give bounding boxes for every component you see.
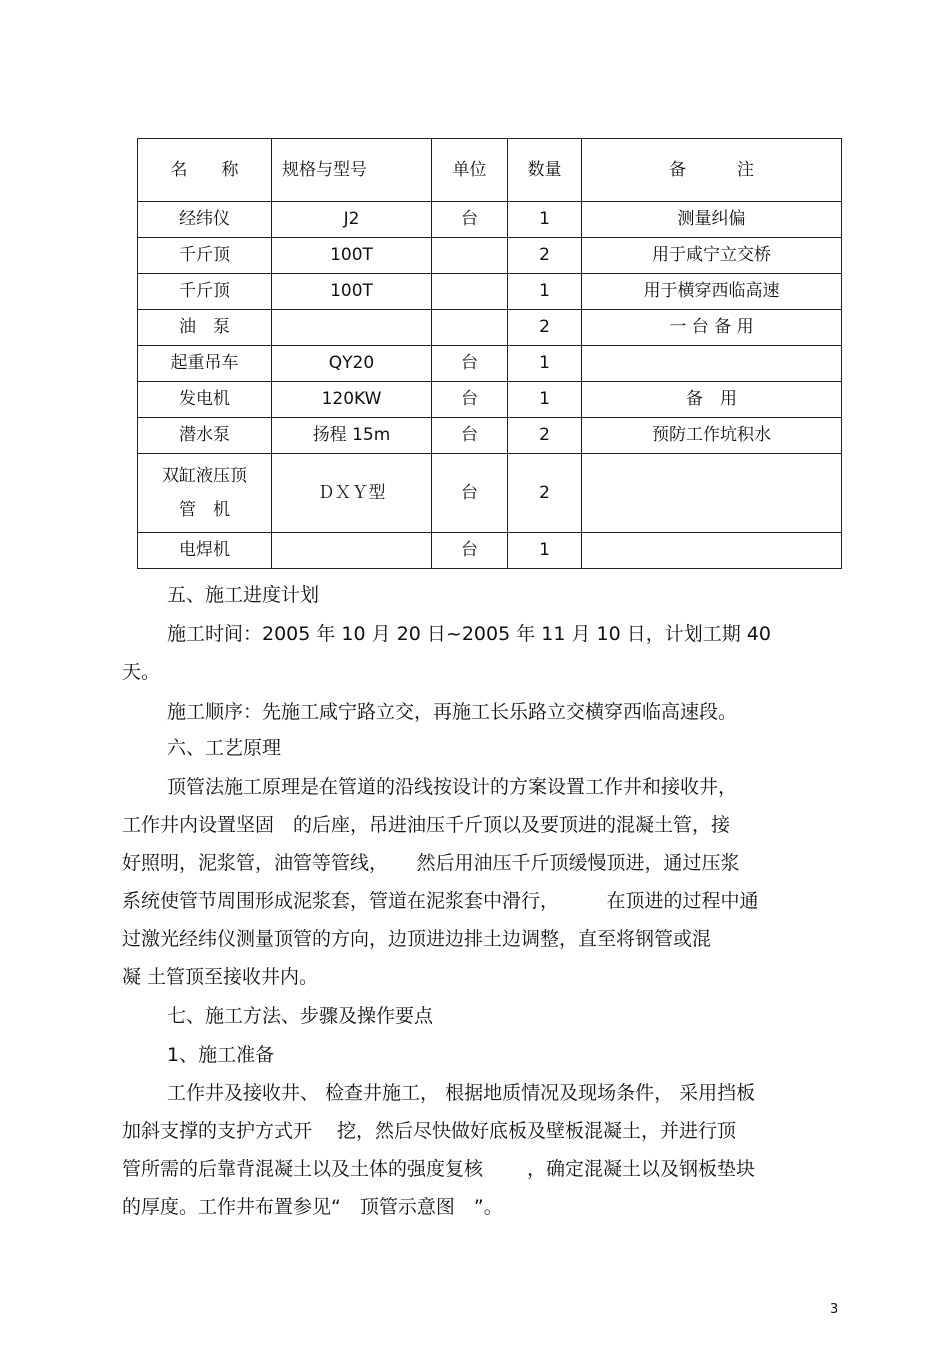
cell-name: 起重吊车: [138, 346, 272, 382]
table-row: [138, 238, 842, 274]
section-7-heading: 七、施工方法、步骤及操作要点: [167, 1005, 434, 1027]
cell-name-line1: 双缸液压顶: [162, 466, 247, 486]
section-6-heading: 六、工艺原理: [167, 737, 282, 759]
section-5-heading: 五、施工进度计划: [167, 584, 320, 606]
paragraph-line: 天。: [122, 661, 161, 683]
paragraph-line: 工作井及接收井、 检查井施工， 根据地质情况及现场条件， 采用挡板: [167, 1082, 756, 1104]
cell-remark: 一 台 备 用: [582, 310, 842, 346]
cell-spec: 100T: [272, 274, 432, 310]
table-row: [138, 533, 842, 569]
table-row: [138, 202, 842, 238]
paragraph-line: 施工顺序：先施工咸宁路立交，再施工长乐路立交横穿西临高速段。: [167, 701, 738, 723]
cell-qty: 1: [508, 533, 582, 569]
cell-qty: 1: [508, 382, 582, 418]
table-row: [138, 346, 842, 382]
subsection-heading: 1、施工准备: [167, 1044, 275, 1066]
paragraph-line: 凝 土管顶至接收井内。: [122, 966, 319, 988]
cell-remark: 用于横穿西临高速: [582, 274, 842, 310]
cell-spec: 扬程 15m: [272, 418, 432, 454]
paragraph-line: 好照明，泥浆管，油管等管线， 然后用油压千斤顶缓慢顶进，通过压浆: [122, 852, 740, 874]
paragraph-line: 管所需的后靠背混凝土以及土体的强度复核 ，确定混凝土以及钢板垫块: [122, 1158, 756, 1180]
cell-name: 经纬仪: [138, 202, 272, 238]
page-number: 3: [830, 1302, 839, 1317]
header-name: 名 称: [138, 139, 272, 202]
table-row: [138, 310, 842, 346]
cell-remark: 预防工作坑积水: [582, 418, 842, 454]
cell-unit: [432, 310, 508, 346]
cell-unit: 台: [432, 202, 508, 238]
cell-unit: 台: [432, 454, 508, 533]
cell-spec: ＤＸＹ型: [272, 454, 432, 533]
cell-unit: 台: [432, 533, 508, 569]
paragraph-line: 的厚度。工作井布置参见“ 顶管示意图 ”。: [122, 1196, 503, 1218]
table-row: [138, 418, 842, 454]
cell-unit: 台: [432, 382, 508, 418]
cell-remark: 测量纠偏: [582, 202, 842, 238]
cell-spec: [272, 533, 432, 569]
cell-spec: [272, 310, 432, 346]
cell-unit: [432, 274, 508, 310]
header-qty: 数量: [508, 139, 582, 202]
cell-remark: 用于咸宁立交桥: [582, 238, 842, 274]
equipment-table: [137, 138, 842, 569]
cell-name: [138, 454, 272, 533]
table-row: [138, 454, 842, 533]
cell-name: 发电机: [138, 382, 272, 418]
paragraph-line: 施工时间：2005 年 10 月 20 日~2005 年 11 月 10 日，计划工期 40: [167, 623, 771, 645]
cell-qty: 1: [508, 202, 582, 238]
cell-name-line2: 管 机: [179, 500, 230, 520]
table-row: [138, 382, 842, 418]
cell-qty: 2: [508, 454, 582, 533]
cell-remark: [582, 454, 842, 533]
cell-qty: 2: [508, 238, 582, 274]
cell-qty: 2: [508, 310, 582, 346]
table-row: [138, 274, 842, 310]
cell-spec: 100T: [272, 238, 432, 274]
paragraph-line: 顶管法施工原理是在管道的沿线按设计的方案设置工作井和接收井，: [167, 776, 738, 798]
cell-name: 电焊机: [138, 533, 272, 569]
paragraph-line: 过激光经纬仪测量顶管的方向，边顶进边排土边调整，直至将钢管或混: [122, 928, 712, 950]
cell-spec: QY20: [272, 346, 432, 382]
cell-remark: 备 用: [582, 382, 842, 418]
table-header-row: [138, 139, 842, 202]
paragraph-line: 系统使管节周围形成泥浆套，管道在泥浆套中滑行， 在顶进的过程中通: [122, 890, 759, 912]
cell-spec: 120KW: [272, 382, 432, 418]
cell-unit: [432, 238, 508, 274]
cell-unit: 台: [432, 346, 508, 382]
cell-qty: 2: [508, 418, 582, 454]
cell-name: 油 泵: [138, 310, 272, 346]
paragraph-line: 加斜支撑的支护方式开 挖，然后尽快做好底板及壁板混凝土，并进行顶: [122, 1120, 737, 1142]
cell-name: 潜水泵: [138, 418, 272, 454]
header-remark: 备 注: [582, 139, 842, 202]
cell-name: 千斤顶: [138, 274, 272, 310]
cell-unit: 台: [432, 418, 508, 454]
cell-remark: [582, 346, 842, 382]
cell-qty: 1: [508, 274, 582, 310]
cell-spec: J2: [272, 202, 432, 238]
cell-remark: [582, 533, 842, 569]
cell-qty: 1: [508, 346, 582, 382]
cell-name: 千斤顶: [138, 238, 272, 274]
header-spec: 规格与型号: [272, 139, 432, 202]
paragraph-line: 工作井内设置坚固 的后座，吊进油压千斤顶以及要顶进的混凝土管，接: [122, 814, 731, 836]
header-unit: 单位: [432, 139, 508, 202]
